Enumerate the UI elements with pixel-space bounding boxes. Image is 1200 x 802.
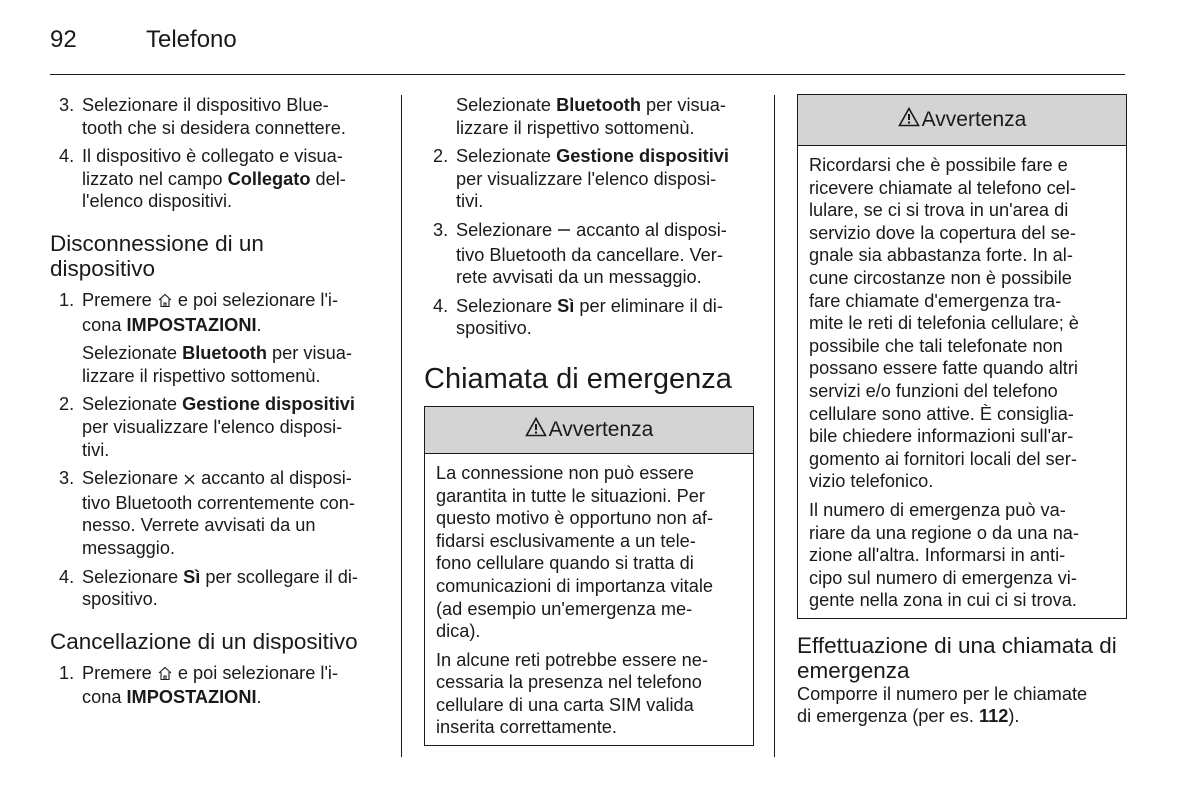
warning-box xyxy=(797,94,1127,619)
text-line: cona IMPOSTAZIONI. xyxy=(82,314,262,335)
ui-term: IMPOSTAZIONI xyxy=(126,687,257,708)
list-item xyxy=(50,289,390,336)
text-line: Il dispositivo è collegato e visua- xyxy=(82,146,343,167)
list-number: 4. xyxy=(59,146,75,167)
sub-paragraph xyxy=(424,94,754,139)
warning-body xyxy=(425,454,753,745)
list-item xyxy=(50,566,390,611)
section-title: Telefono xyxy=(146,26,237,53)
list-item xyxy=(50,94,390,139)
text-line: l'elenco dispositivi. xyxy=(82,191,233,212)
text-line: Premere e poi selezionare l'i- xyxy=(82,662,390,687)
text-line: nesso. Verrete avvisati da un xyxy=(82,515,316,536)
header-rule xyxy=(50,74,1125,75)
warning-title: Avvertenza xyxy=(548,417,654,441)
column-divider-2 xyxy=(774,95,775,757)
ui-term: Collegato xyxy=(227,168,311,189)
text-line: spositivo. xyxy=(82,589,158,610)
emergency-number: 112 xyxy=(978,706,1009,727)
text-line xyxy=(82,168,390,191)
text-line: di emergenza (per es. 112). xyxy=(797,706,1020,727)
list-number: 3. xyxy=(433,219,449,240)
column-3 xyxy=(797,94,1127,728)
text-line: Selezionate Bluetooth per visua- xyxy=(82,343,352,364)
text-line: rete avvisati da un messaggio. xyxy=(456,267,702,288)
list-item xyxy=(424,145,754,213)
list-number: 4. xyxy=(59,566,75,587)
warning-paragraph: In alcune reti potrebbe essere ne- cessaria la presenza nel telefono cellulare di una carta SIM valida inserita correttamente. xyxy=(436,649,708,738)
list-item xyxy=(50,662,390,709)
text-line: lizzare il rispettivo sottomenù. xyxy=(456,117,695,138)
sub-paragraph xyxy=(50,342,390,387)
column-divider-1 xyxy=(401,95,402,757)
text-line: Selezionare il dispositivo Blue- xyxy=(82,95,329,115)
ui-term: Sì xyxy=(557,295,575,316)
list-number: 2. xyxy=(433,146,449,167)
list-item xyxy=(50,467,390,559)
list-item xyxy=(50,393,390,461)
list-item xyxy=(424,219,754,289)
close-x-icon xyxy=(183,469,196,492)
warning-header xyxy=(425,407,753,454)
text-line: tivo Bluetooth correntemente con- xyxy=(82,492,355,513)
text-line: tooth che si desidera connettere. xyxy=(82,117,346,138)
warning-body xyxy=(798,146,1126,618)
column-2 xyxy=(424,94,754,746)
ui-term: Gestione dispositivi xyxy=(182,394,355,415)
warning-title: Avvertenza xyxy=(921,107,1027,131)
text-line: Selezionate Bluetooth per visua- xyxy=(456,95,726,115)
text-line: Selezionare accanto al disposi- xyxy=(82,467,390,492)
list-number: 3. xyxy=(59,95,75,115)
ui-term: Gestione dispositivi xyxy=(556,146,729,167)
warning-paragraph: Il numero di emergenza può va- riare da una regione o da una na- zione all'altra. Informarsi in anti- cipo sul numero di emergenza vi- gente nella zona in cui ci si trova. xyxy=(809,499,1079,611)
list-number: 3. xyxy=(59,468,75,489)
text-line: Selezionate Gestione dispositivi xyxy=(82,394,355,415)
warning-triangle-icon xyxy=(898,107,920,133)
text-line: messaggio. xyxy=(82,537,176,558)
warning-header xyxy=(798,95,1126,146)
section-heading: Cancellazione di un dispositivo xyxy=(50,628,358,654)
text-line: Selezionare Sì per eliminare il di- xyxy=(456,295,723,316)
text-line: lizzare il rispettivo sottomenù. xyxy=(82,365,321,386)
text-line: Comporre il numero per le chiamate xyxy=(797,683,1088,704)
page-header xyxy=(50,26,237,54)
text-line: tivo Bluetooth da cancellare. Ver- xyxy=(456,244,723,265)
list-number: 4. xyxy=(433,295,449,316)
text-line: Premere e poi selezionare l'i- xyxy=(82,289,390,314)
list-item xyxy=(424,295,754,340)
section-heading: Disconnessione di un dispositivo xyxy=(50,230,264,281)
ui-term: Bluetooth xyxy=(182,343,267,364)
ui-term: IMPOSTAZIONI xyxy=(126,314,257,335)
section-heading: Effettuazione di una chiamata di emergenza xyxy=(797,632,1117,683)
home-icon xyxy=(157,291,173,314)
list-number: 2. xyxy=(59,394,75,415)
chapter-heading: Chiamata di emergenza xyxy=(424,362,732,395)
text-line: per visualizzare l'elenco disposi- xyxy=(456,168,717,189)
ui-term: Sì xyxy=(183,566,201,587)
home-icon xyxy=(157,664,173,687)
column-1 xyxy=(50,94,390,715)
warning-paragraph: La connessione non può essere garantita in tutte le situazioni. Per questo motivo è opportuno non af- fidarsi esclusivamente a un tele- fono cellulare quando si tratta di comunicazioni di importanza vitale (ad esempio un'emergenza me- dica). xyxy=(436,462,714,642)
list-number: 1. xyxy=(59,289,75,310)
text-line: spositivo. xyxy=(456,318,532,339)
warning-paragraph: Ricordarsi che è possibile fare e ricevere chiamate al telefono cel- lulare, se ci si trova in un'area di servizio dove la copertura del se- gnale sia abbastanza forte. In al- cune circostanze non è possibile fare chiamate d'emergenza tra- mite le reti di telefonia cellulare; è possibile che tali telefonate non possano essere fatte quando altri servizi e/o funzioni del telefono cellulare sono attive. È consiglia- bile chiedere informazioni sull'ar- gomento ai fornitori locali del ser- vizio telefonico. xyxy=(809,155,1079,492)
text-line: tivi. xyxy=(456,191,484,212)
text-line: tivi. xyxy=(82,439,110,460)
list-number: 1. xyxy=(59,662,75,683)
minus-icon xyxy=(557,221,571,244)
list-item xyxy=(50,145,390,213)
warning-box xyxy=(424,406,754,746)
text-line: cona IMPOSTAZIONI. xyxy=(82,687,262,708)
text-line: Selezionare Sì per scollegare il di- xyxy=(82,566,358,587)
text: lizzato nel campo xyxy=(82,168,228,189)
text-line: Selezionare accanto al disposi- xyxy=(456,219,754,244)
ui-term: Bluetooth xyxy=(556,95,641,115)
warning-triangle-icon xyxy=(525,417,547,443)
text-line: per visualizzare l'elenco disposi- xyxy=(82,416,343,437)
page-number: 92 xyxy=(50,26,77,53)
text-line: Selezionate Gestione dispositivi xyxy=(456,146,729,167)
text: del- xyxy=(310,168,346,189)
